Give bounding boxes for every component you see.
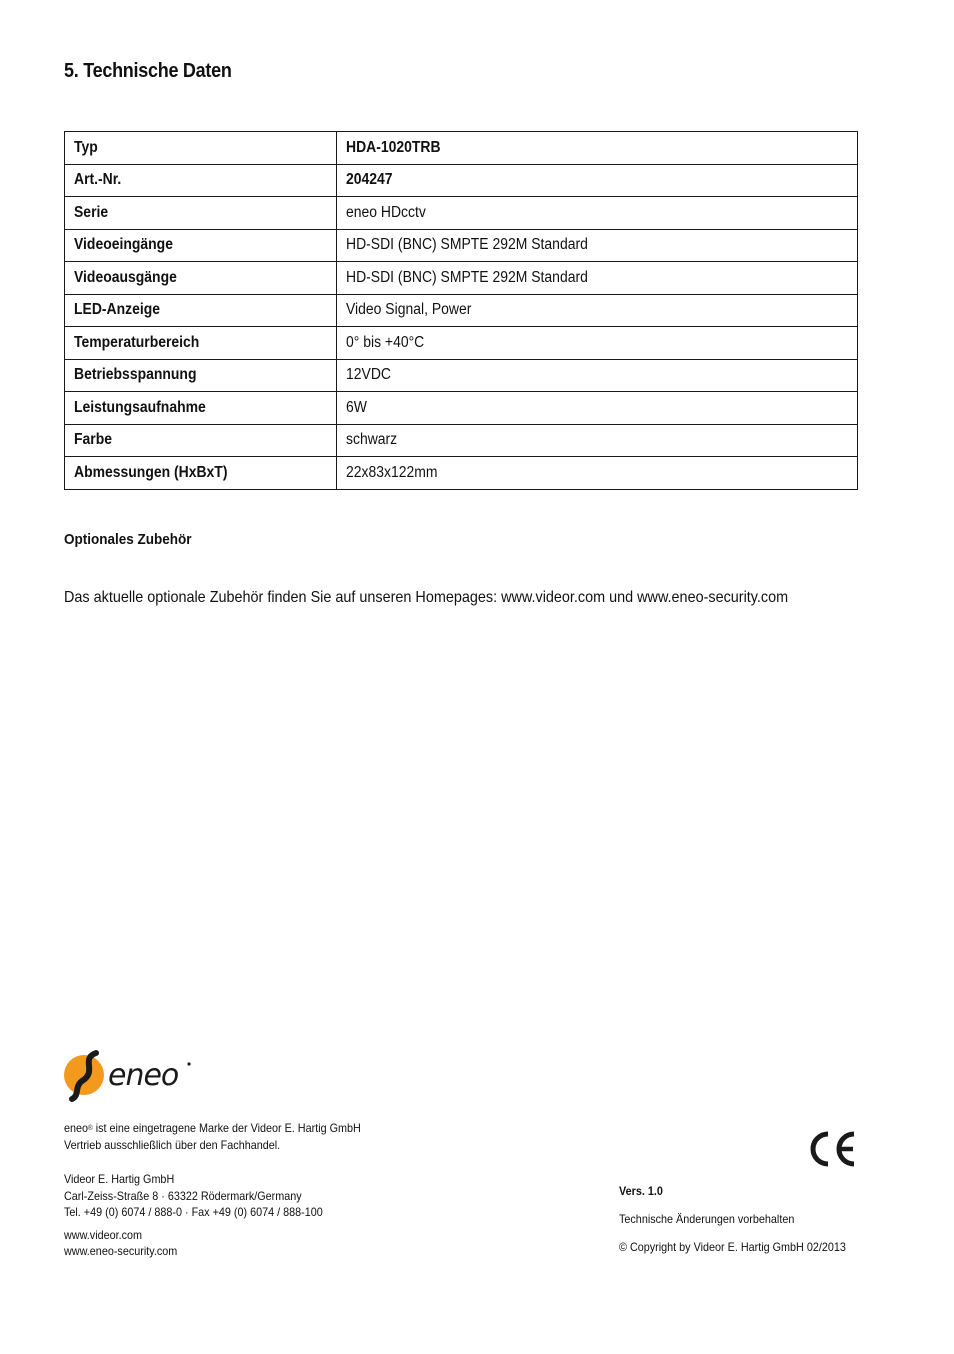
spec-label-cell [65, 262, 337, 295]
company-address: Carl-Zeiss-Straße 8 · 63322 Rödermark/Germany [64, 1188, 302, 1203]
spec-label: Leistungsaufnahme [74, 398, 206, 416]
spec-label-cell [65, 294, 337, 327]
spec-label-cell [65, 327, 337, 360]
spec-label-cell [65, 229, 337, 262]
spec-value-cell [337, 229, 858, 262]
table-row [65, 424, 858, 457]
website-link-videor[interactable]: www.videor.com [64, 1227, 143, 1242]
spec-label-cell [65, 392, 337, 425]
spec-value-cell [337, 392, 858, 425]
table-row [65, 132, 858, 165]
spec-label: Farbe [74, 431, 112, 449]
spec-value-cell [337, 164, 858, 197]
spec-value: Video Signal, Power [346, 301, 472, 319]
spec-value-cell [337, 262, 858, 295]
table-row [65, 164, 858, 197]
ce-mark-icon [806, 1129, 858, 1169]
changes-notice: Technische Änderungen vorbehalten [619, 1212, 795, 1226]
spec-value-cell [337, 327, 858, 360]
brand-name: eneo [64, 1121, 89, 1135]
table-row [65, 262, 858, 295]
section-title: 5. Technische Daten [64, 60, 232, 82]
trademark-text: ist eine eingetragene Marke der Videor E. Hartig GmbH [92, 1121, 361, 1135]
copyright-notice: © Copyright by Videor E. Hartig GmbH 02/2013 [619, 1240, 846, 1254]
table-row [65, 392, 858, 425]
spec-label: Art.-Nr. [74, 171, 122, 189]
spec-label: Typ [74, 138, 98, 156]
website-link-eneo[interactable]: www.eneo-security.com [64, 1244, 178, 1258]
technical-data-table [64, 131, 858, 490]
logo-wordmark: eneo [108, 1058, 179, 1093]
spec-value-cell [337, 132, 858, 165]
accessories-heading: Optionales Zubehör [64, 531, 192, 548]
trademark-line [64, 1120, 361, 1137]
spec-value: 204247 [346, 171, 393, 189]
table-row [65, 229, 858, 262]
spec-value-cell [337, 197, 858, 230]
spec-label-cell [65, 132, 337, 165]
spec-label: Betriebsspannung [74, 366, 197, 384]
spec-value: HDA-1020TRB [346, 138, 441, 156]
spec-value: 6W [346, 398, 367, 416]
spec-label: Videoeingänge [74, 236, 173, 254]
spec-label-cell [65, 424, 337, 457]
spec-value: 0° bis +40°C [346, 333, 425, 351]
spec-value: HD-SDI (BNC) SMPTE 292M Standard [346, 268, 588, 286]
spec-label: LED-Anzeige [74, 301, 161, 319]
eneo-logo [62, 1047, 202, 1103]
spec-value-cell [337, 359, 858, 392]
spec-value-cell [337, 457, 858, 490]
spec-value-cell [337, 424, 858, 457]
spec-value: schwarz [346, 431, 398, 449]
table-row [65, 457, 858, 490]
spec-label: Videoausgänge [74, 268, 177, 286]
spec-label-cell [65, 164, 337, 197]
company-phone: Tel. +49 (0) 6074 / 888-0 · Fax +49 (0) 6074 / 888-100 [64, 1205, 323, 1219]
spec-value: 22x83x122mm [346, 463, 438, 481]
spec-label: Abmessungen (HxBxT) [74, 463, 228, 481]
spec-value-cell [337, 294, 858, 327]
version-label: Vers. 1.0 [619, 1184, 663, 1198]
spec-label: Temperaturbereich [74, 333, 200, 351]
table-row [65, 197, 858, 230]
spec-label-cell [65, 197, 337, 230]
table-row [65, 359, 858, 392]
spec-value: eneo HDcctv [346, 203, 426, 221]
spec-value: 12VDC [346, 366, 391, 384]
spec-label: Serie [74, 203, 109, 221]
accessories-text: Das aktuelle optionale Zubehör finden Sie auf unseren Homepages: www.videor.com und www.eneo-security.com [64, 589, 789, 606]
spec-value: HD-SDI (BNC) SMPTE 292M Standard [346, 236, 588, 254]
company-name: Videor E. Hartig GmbH [64, 1172, 175, 1186]
distribution-line: Vertrieb ausschließlich über den Fachhandel. [64, 1137, 281, 1152]
spec-label-cell [65, 457, 337, 490]
document-info [619, 1184, 846, 1268]
table-row [65, 327, 858, 360]
table-row [65, 294, 858, 327]
registered-mark: ® [88, 1125, 93, 1132]
spec-label-cell [65, 359, 337, 392]
company-info [64, 1120, 361, 1278]
